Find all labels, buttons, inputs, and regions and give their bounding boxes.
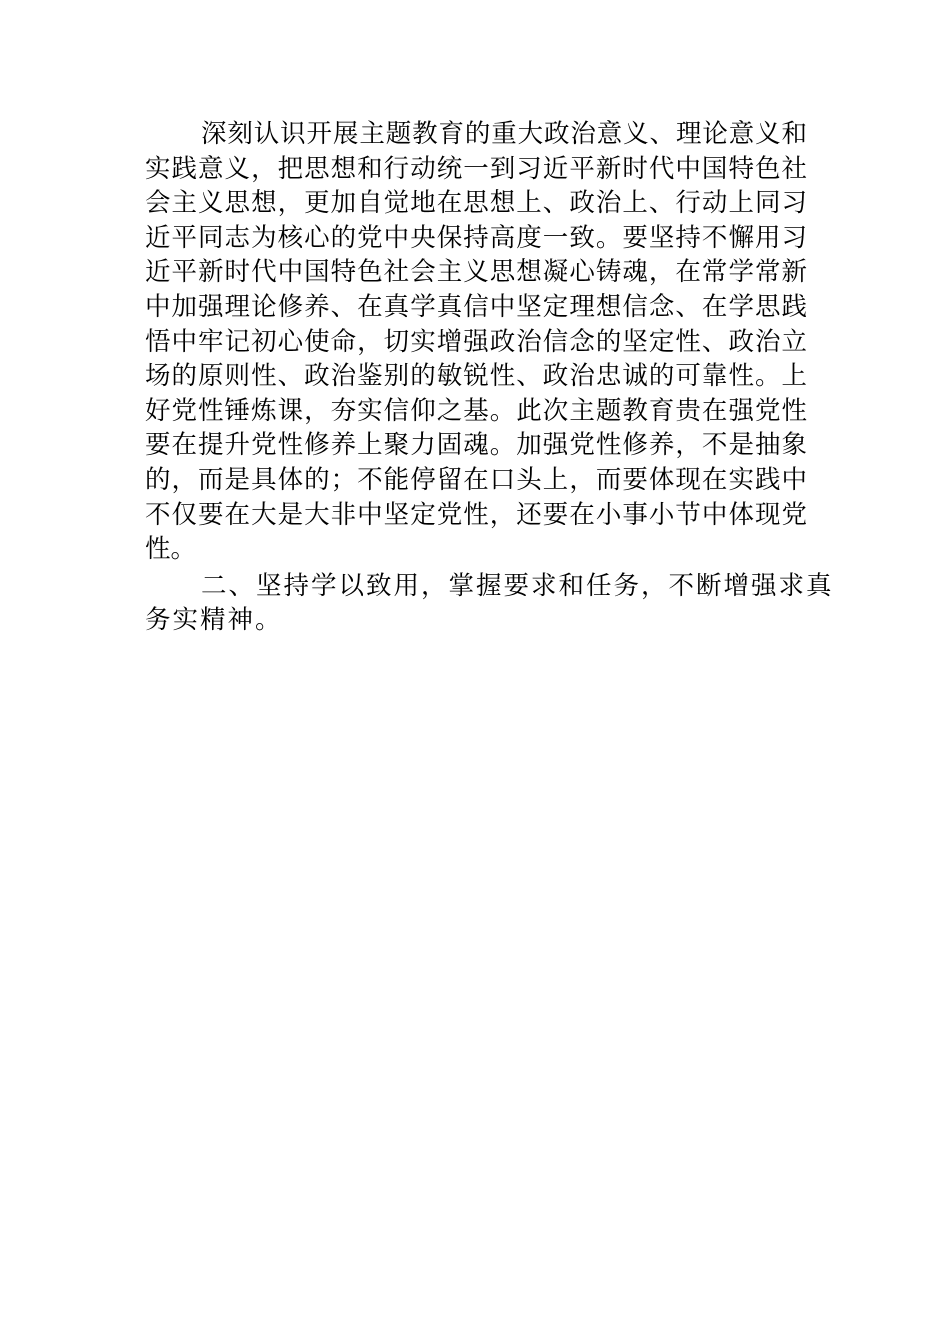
- text-line: 实践意义，把思想和行动统一到习近平新时代中国特色社: [145, 153, 807, 184]
- text-line: 深刻认识开展主题教育的重大政治意义、理论意义和: [201, 119, 807, 149]
- text-line: 悟中牢记初心使命，切实增强政治信念的坚定性、政治立: [145, 326, 807, 357]
- text-line: 场的原则性、政治鉴别的敏锐性、政治忠诚的可靠性。上: [145, 361, 807, 392]
- text-line: 好党性锤炼课，夯实信仰之基。此次主题教育贵在强党性: [145, 395, 807, 426]
- text-line: 近平同志为核心的党中央保持高度一致。要坚持不懈用习: [145, 222, 807, 253]
- text-line: 会主义思想，更加自觉地在思想上、政治上、行动上同习: [145, 188, 807, 219]
- text-line: 近平新时代中国特色社会主义思想凝心铸魂，在常学常新: [145, 257, 807, 288]
- paragraph-1: [145, 117, 807, 567]
- text-line: 不仅要在大是大非中坚定党性，还要在小事小节中体现党: [145, 499, 807, 530]
- text-line: 性。: [145, 534, 197, 565]
- text-line: 的，而是具体的；不能停留在口头上，而要体现在实践中: [145, 464, 807, 495]
- section-heading-line: 务实精神。: [145, 605, 283, 636]
- paragraph-2: [145, 569, 834, 638]
- document-body: [145, 117, 834, 638]
- text-line: 要在提升党性修养上聚力固魂。加强党性修养，不是抽象: [145, 430, 807, 461]
- text-line: 中加强理论修养、在真学真信中坚定理想信念、在学思践: [145, 291, 807, 322]
- section-heading-line: 二、坚持学以致用，掌握要求和任务，不断增强求真: [201, 570, 834, 601]
